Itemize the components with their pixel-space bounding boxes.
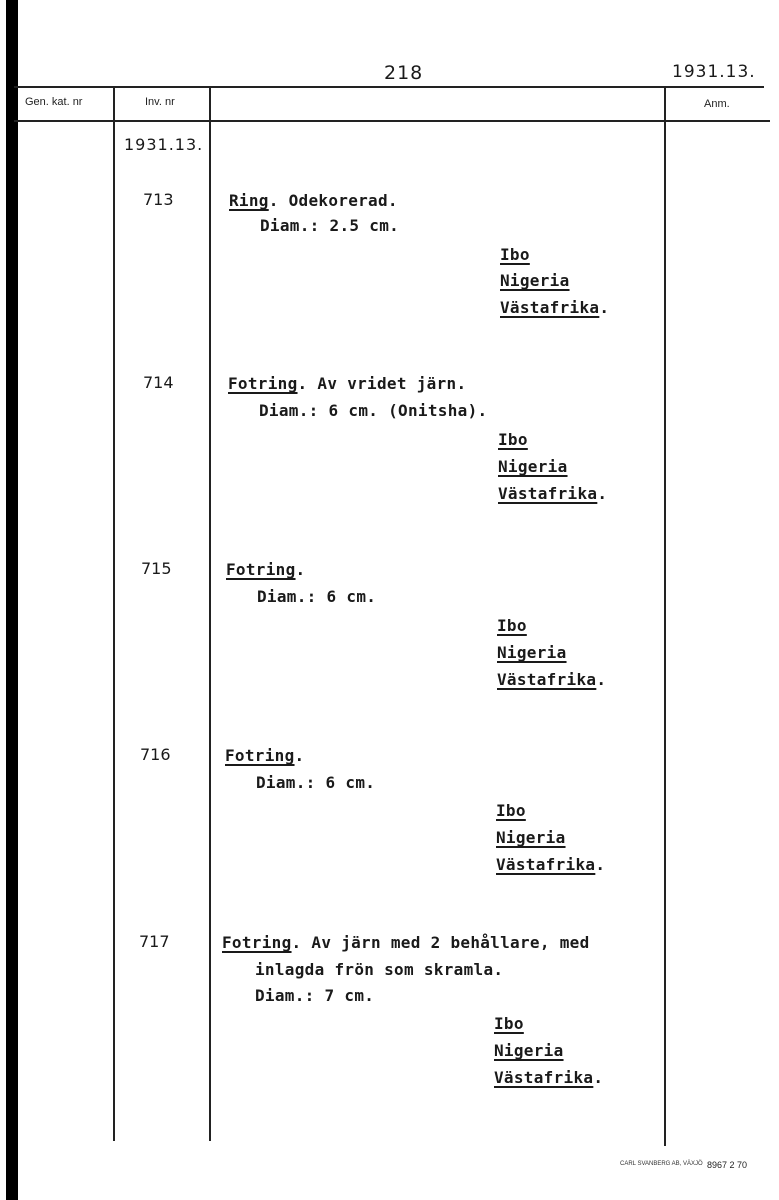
inventory-number: 714 bbox=[143, 373, 174, 392]
page-number: 218 bbox=[384, 62, 424, 84]
region-line bbox=[500, 298, 609, 317]
printer-imprint: CARL SVANBERG AB, VÄXJÖ bbox=[620, 1161, 703, 1167]
diameter: Diam.: 7 cm. bbox=[255, 986, 375, 1005]
people: Ibo bbox=[497, 616, 527, 635]
entry-description bbox=[225, 746, 304, 765]
column-header-gen-kat: Gen. kat. nr bbox=[25, 96, 83, 108]
region-end: . bbox=[597, 484, 608, 503]
country: Nigeria bbox=[498, 457, 568, 476]
inventory-number: 717 bbox=[139, 932, 170, 951]
region-end: . bbox=[596, 670, 607, 689]
inventory-number: 716 bbox=[140, 745, 171, 764]
region: Västafrika bbox=[496, 855, 596, 874]
region: Västafrika bbox=[497, 670, 597, 689]
region-line bbox=[496, 855, 605, 874]
region-end: . bbox=[599, 298, 610, 317]
column-header-anm: Anm. bbox=[704, 98, 730, 110]
object-name: Fotring bbox=[228, 374, 298, 393]
column-divider-3 bbox=[664, 86, 666, 1146]
entry-description bbox=[226, 560, 305, 579]
object-description: . Odekorerad. bbox=[268, 191, 398, 210]
form-code: 8967 2 70 bbox=[707, 1160, 748, 1170]
region: Västafrika bbox=[494, 1068, 594, 1087]
country: Nigeria bbox=[496, 828, 566, 847]
people: Ibo bbox=[494, 1014, 524, 1033]
object-name: Ring bbox=[229, 191, 269, 210]
diameter: Diam.: 2.5 cm. bbox=[260, 216, 400, 235]
inventory-number: 715 bbox=[141, 559, 172, 578]
object-description: . bbox=[294, 746, 305, 765]
object-name: Fotring bbox=[225, 746, 295, 765]
column-divider-2 bbox=[209, 86, 211, 1141]
header-top-rule bbox=[14, 86, 764, 88]
country: Nigeria bbox=[497, 643, 567, 662]
left-edge-bar bbox=[6, 0, 18, 1200]
object-name: Fotring bbox=[226, 560, 296, 579]
column-header-inv: Inv. nr bbox=[145, 96, 175, 108]
region-line bbox=[498, 484, 607, 503]
entry-description bbox=[228, 374, 466, 393]
entry-description bbox=[222, 933, 590, 952]
object-name: Fotring bbox=[222, 933, 292, 952]
batch-number: 1931.13. bbox=[124, 135, 204, 154]
region-line bbox=[494, 1068, 603, 1087]
people: Ibo bbox=[500, 245, 530, 264]
people: Ibo bbox=[498, 430, 528, 449]
region-end: . bbox=[595, 855, 606, 874]
object-description: . bbox=[295, 560, 306, 579]
inventory-number: 713 bbox=[143, 190, 174, 209]
column-divider-1 bbox=[113, 86, 115, 1141]
country: Nigeria bbox=[494, 1041, 564, 1060]
region-end: . bbox=[593, 1068, 604, 1087]
diameter: Diam.: 6 cm. bbox=[257, 587, 377, 606]
region-line bbox=[497, 670, 606, 689]
description-continuation: inlagda frön som skramla. bbox=[255, 960, 504, 979]
country: Nigeria bbox=[500, 271, 570, 290]
header-bottom-rule bbox=[14, 120, 770, 122]
header-reference: 1931.13. bbox=[672, 62, 756, 82]
people: Ibo bbox=[496, 801, 526, 820]
region: Västafrika bbox=[498, 484, 598, 503]
object-description: . Av vridet järn. bbox=[297, 374, 467, 393]
region: Västafrika bbox=[500, 298, 600, 317]
diameter: Diam.: 6 cm. bbox=[256, 773, 376, 792]
diameter: Diam.: 6 cm. (Onitsha). bbox=[259, 401, 488, 420]
object-description: . Av järn med 2 behållare, med bbox=[291, 933, 590, 952]
entry-description bbox=[229, 191, 398, 210]
